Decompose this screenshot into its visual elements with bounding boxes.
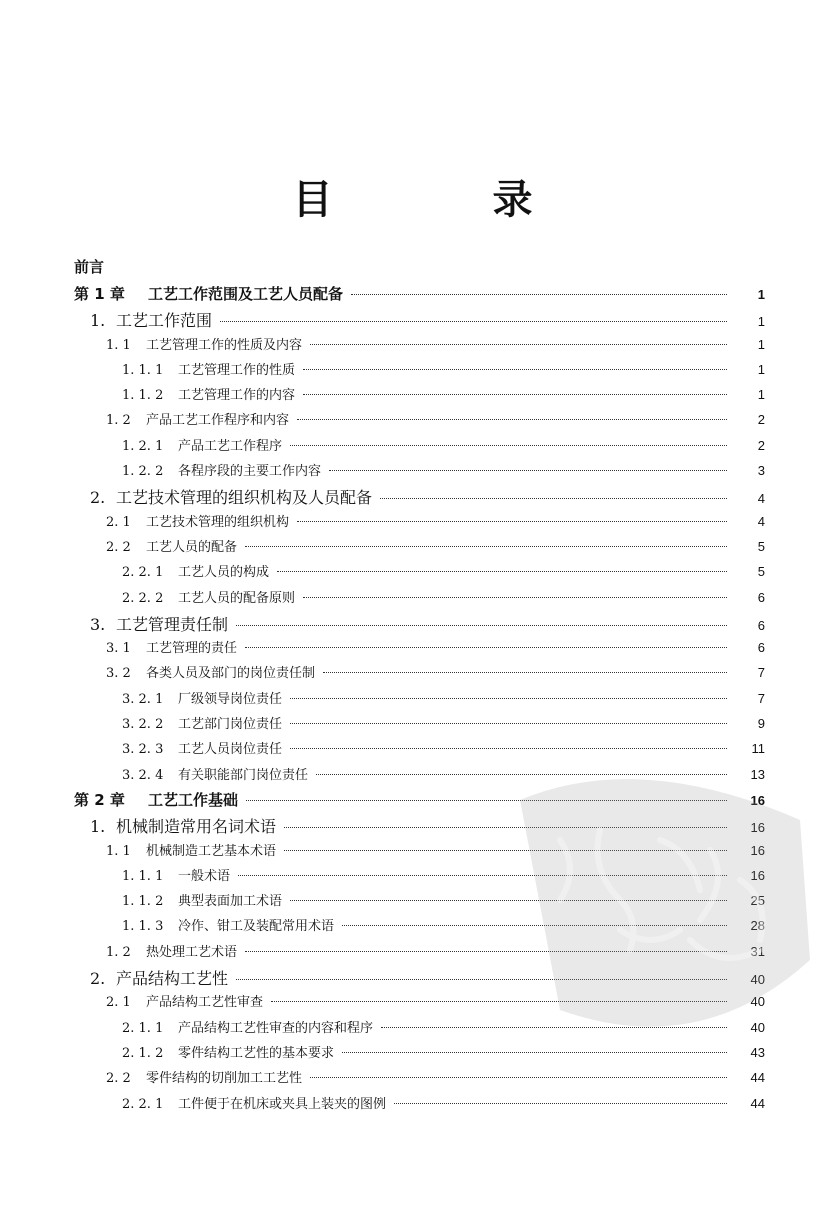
- toc-entry-title: 工艺人员的配备: [146, 539, 238, 555]
- toc-entry-title: 工艺技术管理的组织机构及人员配备: [116, 488, 373, 508]
- dot-leader: [303, 394, 727, 395]
- toc-entry-number: 3. 2. 2: [122, 717, 164, 733]
- toc-entry-number: 3. 2. 1: [122, 691, 164, 707]
- toc-entry-page: 2: [757, 437, 765, 453]
- toc-entry: [0, 409, 825, 434]
- toc-entry: [0, 1093, 825, 1118]
- dot-leader: [284, 850, 727, 851]
- toc-entry: [0, 915, 825, 940]
- dot-leader: [290, 723, 727, 724]
- toc-entry-number: 1. 1: [106, 337, 131, 353]
- toc-entry-page: 9: [757, 716, 765, 732]
- toc-entry-title: 产品工艺工作程序: [178, 438, 283, 454]
- toc-entry: [0, 688, 825, 713]
- toc-entry-title: 工艺管理工作的性质: [178, 362, 296, 378]
- toc-entry: [0, 359, 825, 384]
- toc-entry-page: 1: [757, 287, 765, 302]
- toc-entry-title: 一般术语: [178, 868, 231, 884]
- dot-leader: [381, 1027, 727, 1028]
- dot-leader: [271, 1001, 727, 1002]
- toc-entry: [0, 308, 825, 333]
- toc-entry-title: 工艺管理工作的性质及内容: [146, 337, 303, 353]
- preface-heading: 前言: [74, 258, 105, 276]
- dot-leader: [290, 748, 727, 749]
- toc-entry: [0, 485, 825, 510]
- toc-entry-page: 4: [757, 513, 765, 529]
- dot-leader: [236, 979, 727, 980]
- toc-entry-page: 40: [750, 994, 765, 1010]
- toc-entry-page: 4: [757, 491, 765, 507]
- toc-entry-title: 工艺管理工作的内容: [178, 388, 296, 404]
- toc-entry-number: 1. 2. 2: [122, 464, 164, 480]
- toc-entry-title: 机械制造常用名词术语: [116, 817, 277, 837]
- dot-leader: [220, 321, 727, 322]
- toc-entry-title: 热处理工艺术语: [146, 944, 238, 960]
- toc-entry: [0, 511, 825, 536]
- toc-entry-page: 16: [750, 867, 765, 883]
- toc-entry: [0, 1042, 825, 1067]
- toc-entry-number: 1. 1. 1: [122, 868, 164, 884]
- toc-entry-title: 工艺人员的构成: [178, 565, 270, 581]
- toc-entry-title: 有关职能部门岗位责任: [178, 767, 309, 783]
- dot-leader: [303, 597, 727, 598]
- dot-leader: [323, 672, 727, 673]
- toc-entry-title: 零件结构的切削加工工艺性: [146, 1071, 303, 1087]
- toc-entry-page: 44: [750, 1095, 765, 1111]
- dot-leader: [290, 445, 727, 446]
- toc-entry-number: 2. 2. 1: [122, 1096, 164, 1112]
- toc-entry-title: 工艺技术管理的组织机构: [146, 514, 290, 530]
- dot-leader: [329, 470, 727, 471]
- toc-entry-page: 7: [757, 665, 765, 681]
- page-title: 目 录: [292, 177, 593, 223]
- toc-entry-page: 25: [750, 893, 765, 909]
- dot-leader: [245, 647, 727, 648]
- toc-entry-page: 5: [757, 564, 765, 580]
- dot-leader: [310, 1077, 727, 1078]
- toc-entry-title: 工艺人员岗位责任: [178, 742, 283, 758]
- toc-entry-page: 1: [757, 387, 765, 403]
- toc-entry-title: 机械制造工艺基本术语: [146, 843, 277, 859]
- toc-entry-title: 工艺工作范围及工艺人员配备: [148, 285, 344, 303]
- toc-entry: [0, 738, 825, 763]
- toc-entry-page: 5: [757, 538, 765, 554]
- toc-entry-title: 产品结构工艺性: [116, 969, 229, 989]
- toc-entry-title: 工艺工作范围: [116, 311, 213, 331]
- toc-entry-page: 16: [750, 842, 765, 858]
- dot-leader: [303, 369, 727, 370]
- toc-entry: [0, 966, 825, 991]
- toc-entry-title: 零件结构工艺性的基本要求: [178, 1045, 335, 1061]
- toc-entry: [0, 764, 825, 789]
- toc-entry-page: 2: [757, 412, 765, 428]
- toc-entry-number: 第 2 章: [74, 790, 125, 809]
- toc-entry-title: 厂级领导岗位责任: [178, 691, 283, 707]
- toc-entry-page: 1: [757, 361, 765, 377]
- toc-entry-title: 工艺部门岗位责任: [178, 717, 283, 733]
- toc-entry: [0, 1067, 825, 1092]
- dot-leader: [297, 521, 727, 522]
- toc-entry: [0, 1017, 825, 1042]
- toc-entry: [0, 561, 825, 586]
- toc-entry: [0, 612, 825, 637]
- toc-entry-number: 第 1 章: [74, 285, 125, 303]
- dot-leader: [238, 875, 727, 876]
- toc-entry-number: 1. 1. 2: [122, 388, 164, 404]
- toc-entry: [0, 865, 825, 890]
- dot-leader: [245, 546, 727, 547]
- toc-entry: [0, 334, 825, 359]
- toc-entry: [0, 991, 825, 1016]
- toc-entry-number: 2. 2. 2: [122, 590, 164, 606]
- toc-entry-number: 2. 1: [106, 995, 131, 1011]
- toc-entry-number: 1.: [90, 817, 106, 837]
- toc-entry-title: 产品结构工艺性审查: [146, 995, 264, 1011]
- toc-entry: [0, 814, 825, 839]
- toc-entry-title: 冷作、钳工及装配常用术语: [178, 919, 335, 935]
- dot-leader: [245, 951, 727, 952]
- toc-entry-title: 工艺工作基础: [148, 790, 239, 809]
- toc-entry-title: 各类人员及部门的岗位责任制: [146, 666, 316, 682]
- toc-entry: [0, 713, 825, 738]
- toc-entry-number: 3. 2. 3: [122, 742, 164, 758]
- toc-entry: [0, 941, 825, 966]
- toc-entry-title: 工艺管理责任制: [116, 614, 229, 634]
- toc-entry-number: 2. 1: [106, 514, 131, 530]
- dot-leader: [284, 827, 727, 828]
- toc-entry: [0, 587, 825, 612]
- toc-entry-number: 1. 2: [106, 413, 131, 429]
- toc-entry-page: 28: [750, 918, 765, 934]
- dot-leader: [342, 1052, 727, 1053]
- toc-entry-number: 3. 1: [106, 641, 131, 657]
- dot-leader: [297, 419, 727, 420]
- table-of-contents: [0, 283, 825, 1118]
- toc-entry-number: 2.: [90, 488, 106, 508]
- toc-entry-page: 44: [750, 1070, 765, 1086]
- toc-entry-page: 13: [750, 766, 765, 782]
- dot-leader: [316, 774, 727, 775]
- toc-entry-title: 典型表面加工术语: [178, 894, 283, 910]
- toc-entry-number: 3. 2. 4: [122, 767, 164, 783]
- dot-leader: [290, 698, 727, 699]
- toc-entry-page: 6: [757, 617, 765, 633]
- toc-entry-title: 工艺管理的责任: [146, 641, 238, 657]
- toc-entry: [0, 283, 825, 308]
- toc-entry: [0, 435, 825, 460]
- toc-entry: [0, 890, 825, 915]
- dot-leader: [236, 625, 727, 626]
- dot-leader: [342, 925, 727, 926]
- toc-entry-number: 1.: [90, 311, 106, 331]
- toc-entry-title: 各程序段的主要工作内容: [178, 464, 322, 480]
- dot-leader: [394, 1103, 727, 1104]
- toc-entry-number: 3. 2: [106, 666, 131, 682]
- toc-entry-number: 2. 2: [106, 539, 131, 555]
- toc-entry-page: 16: [750, 792, 765, 808]
- toc-entry-page: 16: [750, 820, 765, 836]
- toc-entry-title: 产品工艺工作程序和内容: [146, 413, 290, 429]
- toc-entry-number: 2. 1. 1: [122, 1020, 164, 1036]
- toc-entry-page: 3: [757, 463, 765, 479]
- toc-entry-page: 7: [757, 690, 765, 706]
- toc-entry-page: 11: [751, 741, 765, 757]
- toc-entry: [0, 662, 825, 687]
- dot-leader: [246, 800, 727, 801]
- toc-entry: [0, 789, 825, 814]
- toc-entry-title: 工艺人员的配备原则: [178, 590, 296, 606]
- toc-entry-number: 3.: [90, 614, 106, 634]
- toc-entry-number: 1. 1: [106, 843, 131, 859]
- toc-entry-number: 1. 2: [106, 944, 131, 960]
- toc-entry-number: 1. 1. 2: [122, 894, 164, 910]
- toc-entry-number: 2. 1. 2: [122, 1045, 164, 1061]
- dot-leader: [277, 571, 727, 572]
- toc-entry-number: 1. 2. 1: [122, 438, 164, 454]
- toc-entry: [0, 536, 825, 561]
- toc-entry-page: 1: [757, 336, 765, 352]
- toc-entry: [0, 840, 825, 865]
- toc-entry: [0, 637, 825, 662]
- dot-leader: [351, 294, 727, 295]
- toc-entry-page: 6: [757, 589, 765, 605]
- toc-entry-number: 1. 1. 3: [122, 919, 164, 935]
- dot-leader: [310, 344, 727, 345]
- toc-entry: [0, 460, 825, 485]
- toc-entry: [0, 384, 825, 409]
- toc-entry-page: 40: [750, 972, 765, 988]
- toc-entry-number: 2.: [90, 969, 106, 989]
- toc-entry-page: 6: [757, 640, 765, 656]
- toc-entry-number: 2. 2: [106, 1071, 131, 1087]
- toc-entry-title: 产品结构工艺性审查的内容和程序: [178, 1020, 374, 1036]
- toc-entry-title: 工件便于在机床或夹具上装夹的图例: [178, 1096, 387, 1112]
- toc-entry-number: 1. 1. 1: [122, 362, 164, 378]
- toc-entry-page: 40: [750, 1019, 765, 1035]
- dot-leader: [290, 900, 727, 901]
- toc-entry-number: 2. 2. 1: [122, 565, 164, 581]
- toc-entry-page: 43: [750, 1044, 765, 1060]
- toc-entry-page: 1: [757, 314, 765, 330]
- dot-leader: [380, 498, 727, 499]
- toc-entry-page: 31: [750, 943, 765, 959]
